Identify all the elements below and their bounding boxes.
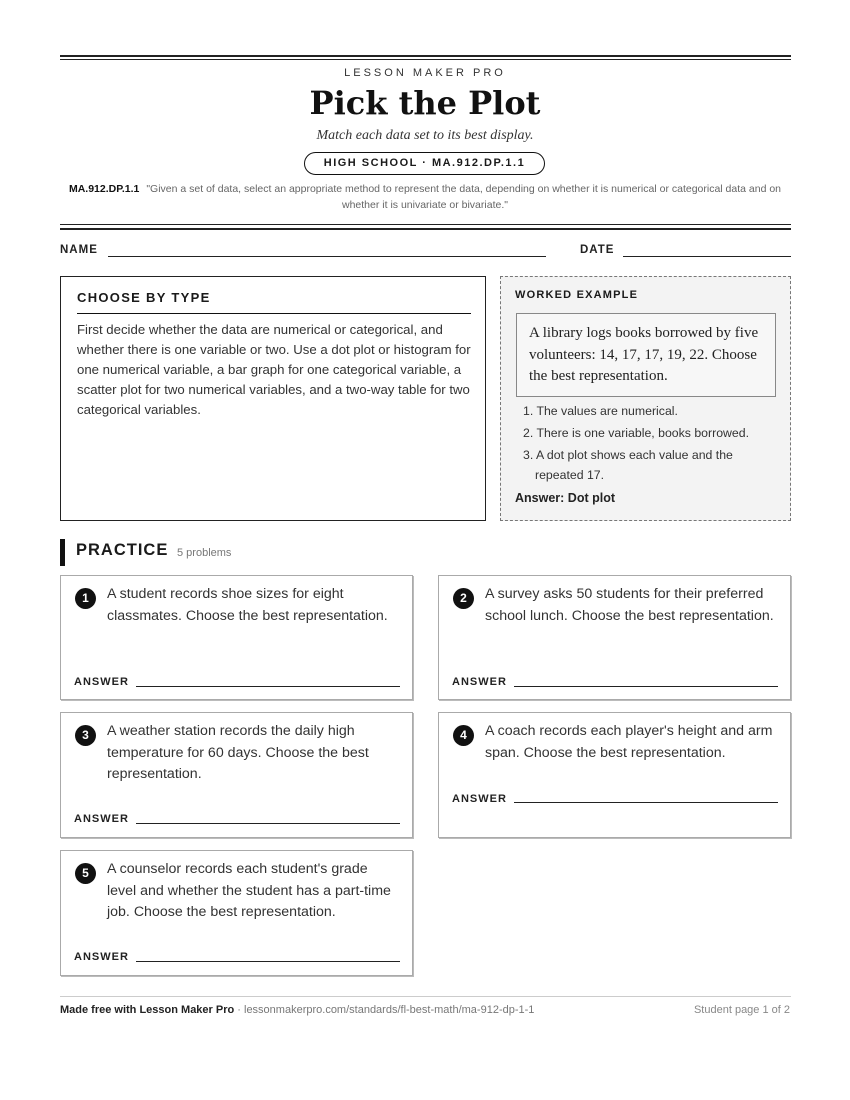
problem-card-5 xyxy=(60,850,413,976)
answer-label: ANSWER xyxy=(452,793,507,805)
problem-number-badge: 1 xyxy=(75,588,96,609)
problem-text: A counselor records each student's grade level and whether the student has a part-time job. Choose the best representation. xyxy=(107,861,391,920)
problem-number-badge: 3 xyxy=(75,725,96,746)
footer-rule xyxy=(60,996,791,997)
answer-field[interactable] xyxy=(514,686,778,687)
worked-example-panel xyxy=(500,276,791,521)
practice-count: 5 problems xyxy=(177,547,232,559)
problem-text: A student records shoe sizes for eight classmates. Choose the best representation. xyxy=(107,586,388,624)
footer-page-number: Student page 1 of 2 xyxy=(693,1004,790,1016)
page-subtitle: Match each data set to its best display. xyxy=(316,128,534,143)
choose-title-rule xyxy=(77,313,471,314)
problem-text: A coach records each player's height and arm span. Choose the best representation. xyxy=(485,723,773,761)
answer-label: ANSWER xyxy=(74,951,129,963)
problem-number-badge: 2 xyxy=(453,588,474,609)
problem-card-4 xyxy=(438,712,791,838)
header-bottom-rule-thin xyxy=(60,224,791,225)
worked-title: WORKED EXAMPLE xyxy=(515,289,639,301)
practice-title: PRACTICE xyxy=(76,541,169,559)
problem-card-1 xyxy=(60,575,413,700)
footer-credit xyxy=(60,1004,534,1016)
answer-field[interactable] xyxy=(514,802,778,803)
answer-label: ANSWER xyxy=(74,813,129,825)
worked-steps xyxy=(523,401,773,487)
brand-name: LESSON MAKER PRO xyxy=(344,67,506,79)
answer-field[interactable] xyxy=(136,686,400,687)
choose-by-type-panel xyxy=(60,276,486,521)
header-bottom-rule xyxy=(60,228,791,230)
problem-text: A weather station records the daily high temperature for 60 days. Choose the best representation. xyxy=(107,723,369,782)
header-top-rule-thin xyxy=(60,59,791,60)
answer-field[interactable] xyxy=(136,961,400,962)
standard-statement xyxy=(64,181,786,213)
standard-text: "Given a set of data, select an appropriate method to represent the data, depending on whether it is numerical or categorical data and on whether it is univariate or bivariate." xyxy=(146,183,782,211)
answer-label: ANSWER xyxy=(74,676,129,688)
header-top-rule xyxy=(60,55,791,57)
problem-card-3 xyxy=(60,712,413,838)
answer-field[interactable] xyxy=(136,823,400,824)
problem-number-badge: 4 xyxy=(453,725,474,746)
standard-code: MA.912.DP.1.1 xyxy=(68,183,140,195)
worked-step: 1. The values are numerical. xyxy=(523,404,678,418)
choose-title: CHOOSE BY TYPE xyxy=(77,290,211,305)
choose-body-text: First decide whether the data are numerical or categorical, and whether there is one variable or two. Use a dot plot or histogram for one numerical variable, a bar graph for one categorical variable, a scatter plot for two numerical variables, and a two-way table for two categorical variables. xyxy=(77,322,471,417)
practice-accent-bar xyxy=(60,539,65,566)
worked-step: 2. There is one variable, books borrowed. xyxy=(523,426,750,440)
date-field[interactable] xyxy=(623,256,791,257)
worked-answer: Answer: Dot plot xyxy=(515,491,615,505)
footer-url[interactable]: · lessonmakerpro.com/standards/fl-best-math/ma-912-dp-1-1 xyxy=(237,1004,535,1016)
problem-text: A survey asks 50 students for their preferred school lunch. Choose the best representation. xyxy=(485,586,774,624)
problem-card-2 xyxy=(438,575,791,700)
footer-made-with: Made free with Lesson Maker Pro xyxy=(60,1004,235,1016)
problem-number-badge: 5 xyxy=(75,863,96,884)
name-field[interactable] xyxy=(108,256,546,257)
worked-step: 3. A dot plot shows each value and the repeated 17. xyxy=(523,448,733,482)
date-label: DATE xyxy=(580,244,615,256)
worked-prompt: A library logs books borrowed by five volunteers: 14, 17, 17, 19, 22. Choose the best representation. xyxy=(516,313,776,397)
grade-standard-badge: HIGH SCHOOL · MA.912.DP.1.1 xyxy=(304,152,545,175)
name-label: NAME xyxy=(60,244,98,256)
page-title: Pick the Plot xyxy=(309,84,541,122)
answer-label: ANSWER xyxy=(452,676,507,688)
